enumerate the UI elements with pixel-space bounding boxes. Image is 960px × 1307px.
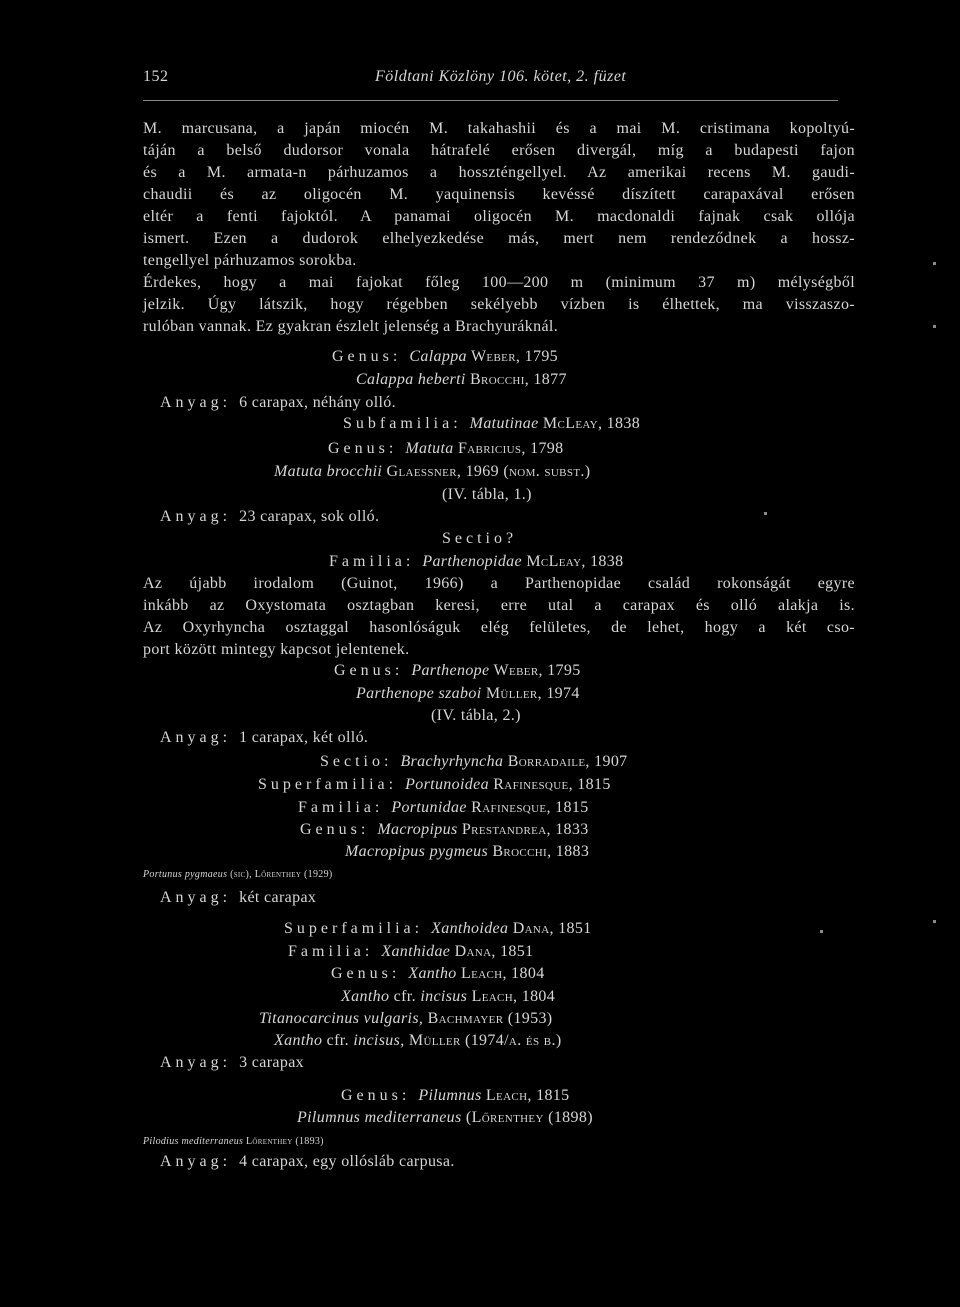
material-4: Anyag: két carapax bbox=[160, 889, 317, 906]
genus-macropipus: Genus: Macropipus Prestandrea, 1833 bbox=[300, 821, 589, 838]
familia-xanthidae: Familia: Xanthidae Dana, 1851 bbox=[288, 943, 534, 960]
material-3: Anyag: 1 carapax, két olló. bbox=[160, 729, 369, 746]
sectio-uncertain: Sectio? bbox=[442, 530, 518, 547]
genus-matuta: Genus: Matuta Fabricius, 1798 bbox=[328, 440, 564, 457]
species-matuta-brocchii: Matuta brocchii Glaessner, 1969 (nom. subst.) bbox=[274, 463, 591, 480]
plate-reference-1: (IV. tábla, 1.) bbox=[442, 486, 532, 503]
material-2: Anyag: 23 carapax, sok olló. bbox=[160, 508, 380, 525]
sectio-brachyrhyncha: Sectio: Brachyrhyncha Borradaile, 1907 bbox=[320, 753, 628, 770]
familia-portunidae: Familia: Portunidae Rafinesque, 1815 bbox=[298, 799, 589, 816]
text-line: Az Oxyrhyncha osztaggal hasonlóságuk elég felületes, de lehet, hogy a két cso- bbox=[143, 619, 855, 636]
synonym-xantho-incisus: Xantho cfr. incisus, Müller (1974/a. és b.) bbox=[274, 1032, 562, 1049]
header-rule bbox=[143, 100, 838, 101]
genus-xantho: Genus: Xantho Leach, 1804 bbox=[331, 965, 545, 982]
material-1: Anyag: 6 carapax, néhány olló. bbox=[160, 394, 396, 411]
genus-parthenope: Genus: Parthenope Weber, 1795 bbox=[334, 662, 581, 679]
running-header bbox=[143, 68, 843, 96]
text-line: és a M. armata-n párhuzamos a hosszténgellyel. Az amerikai recens M. gaudi- bbox=[143, 164, 855, 181]
paragraph-comparison bbox=[143, 118, 855, 338]
page-number: 152 bbox=[143, 68, 169, 85]
subfamilia-matutinae: Subfamilia: Matutinae McLeay, 1838 bbox=[343, 415, 641, 432]
genus-pilumnus: Genus: Pilumnus Leach, 1815 bbox=[341, 1087, 570, 1104]
text-line: chaudii és az oligocén M. yaquinensis kevéssé díszített carapaxával erősen bbox=[143, 186, 855, 203]
paragraph-parthenopidae bbox=[143, 573, 855, 661]
text-line: rulóban vannak. Ez gyakran észlelt jelenség a Brachyuráknál. bbox=[143, 318, 559, 335]
text-line: eltér a fenti fajoktól. A panamai oligocén M. macdonaldi fajnak csak ollója bbox=[143, 208, 855, 225]
scan-speck bbox=[933, 920, 936, 923]
familia-parthenopidae: Familia: Parthenopidae McLeay, 1838 bbox=[329, 553, 624, 570]
superfamilia-xanthoidea: Superfamilia: Xanthoidea Dana, 1851 bbox=[284, 920, 592, 937]
text-line: port között mintegy kapcsot jelentenek. bbox=[143, 641, 410, 658]
scan-speck bbox=[820, 930, 823, 933]
scan-speck bbox=[764, 512, 767, 515]
text-line: inkább az Oxystomata osztagban keresi, erre utal a carapax és olló alakja is. bbox=[143, 597, 855, 614]
plate-reference-2: (IV. tábla, 2.) bbox=[431, 707, 521, 724]
journal-title: Földtani Közlöny 106. kötet, 2. füzet bbox=[375, 68, 627, 85]
text-line: Az újabb irodalom (Guinot, 1966) a Parthenopidae család rokonságát egyre bbox=[143, 575, 855, 592]
text-line: jelzik. Úgy látszik, hogy régebben sekélyebb vízben is élhettek, ma visszaszo- bbox=[143, 296, 855, 313]
text-line: táján a belső dudorsor vonala hátrafelé erősen divergál, míg a budapesti fajon bbox=[143, 142, 855, 159]
synonym-pilodius: Pilodius mediterraneus Lőrenthey (1893) bbox=[143, 1136, 324, 1147]
synonym-portunus-pygmaeus: Portunus pygmaeus (sic), Lőrenthey (1929) bbox=[143, 869, 333, 880]
superfamilia-portunoidea: Superfamilia: Portunoidea Rafinesque, 1815 bbox=[258, 776, 611, 793]
synonym-titanocarcinus: Titanocarcinus vulgaris, Bachmayer (1953) bbox=[259, 1010, 553, 1027]
text-line: M. marcusana, a japán miocén M. takahashii és a mai M. cristimana kopoltyú- bbox=[143, 120, 855, 137]
scan-speck bbox=[933, 262, 936, 265]
scan-speck bbox=[933, 325, 936, 328]
species-parthenope-szaboi: Parthenope szaboi Müller, 1974 bbox=[356, 685, 580, 702]
species-macropipus-pygmeus: Macropipus pygmeus Brocchi, 1883 bbox=[345, 843, 590, 860]
material-6: Anyag: 4 carapax, egy ollósláb carpusa. bbox=[160, 1153, 455, 1170]
text-line: Érdekes, hogy a mai fajokat főleg 100—200 m (minimum 37 m) mélységből bbox=[143, 274, 855, 291]
text-line: ismert. Ezen a dudorok elhelyezkedése más, mert nem rendeződnek a hossz- bbox=[143, 230, 855, 247]
species-calappa-heberti: Calappa heberti Brocchi, 1877 bbox=[356, 371, 567, 388]
genus-calappa: Genus: Calappa Weber, 1795 bbox=[332, 348, 559, 365]
text-line: tengellyel párhuzamos sorokba. bbox=[143, 252, 357, 269]
species-pilumnus-mediterraneus: Pilumnus mediterraneus (Lőrenthey (1898) bbox=[297, 1109, 593, 1126]
material-5: Anyag: 3 carapax bbox=[160, 1054, 304, 1071]
species-xantho-incisus: Xantho cfr. incisus Leach, 1804 bbox=[341, 988, 556, 1005]
